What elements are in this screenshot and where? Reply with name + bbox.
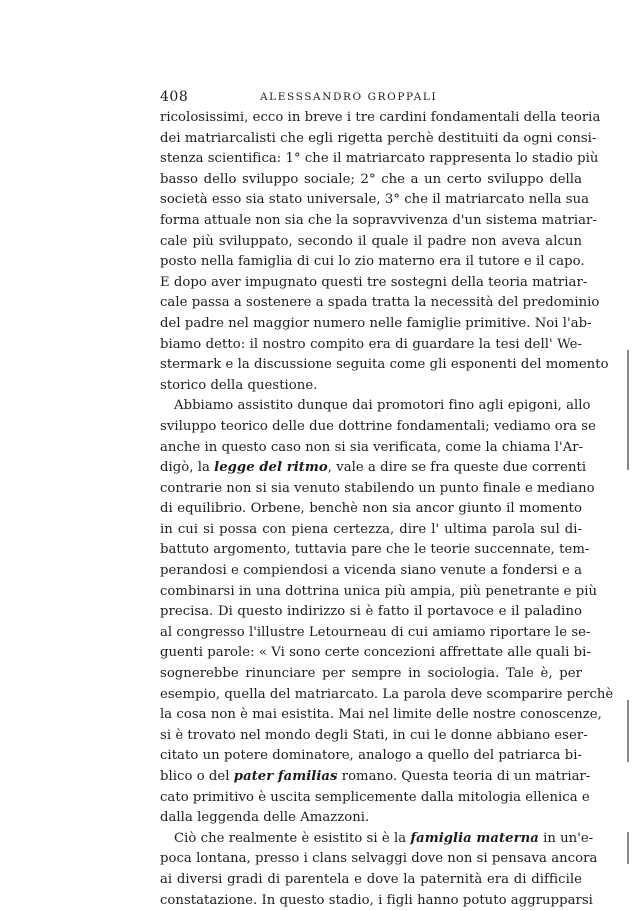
text-run: stenza scientifica: 1° che il matriarcato rappresenta lo stadio più <box>160 151 599 167</box>
text-run: si è trovato nel mondo degli Stati, in cui le donne abbiano eser- <box>160 727 588 743</box>
scan-margin-mark <box>627 832 629 864</box>
text-run: combinarsi in una dottrina unica più ampia, più penetrante e più <box>160 583 598 599</box>
text-run: posto nella famiglia di cui lo zio materno era il tutore e il capo. <box>160 254 585 270</box>
body-text <box>160 108 614 911</box>
text-run: del padre nel maggior numero nelle famiglie primitive. Noi l'ab- <box>160 315 592 331</box>
text-line <box>160 808 582 829</box>
running-head: ALESSSANDRO GROPPALI <box>260 91 438 103</box>
text-run: ai diversi gradi di parentela e dove la paternità era di difficile <box>160 871 582 887</box>
text-line <box>160 293 600 314</box>
text-run: in cui si possa con piena certezza, dire l' ultima parola sul di- <box>160 521 582 537</box>
text-line <box>160 767 591 788</box>
text-run: constatazione. In questo stadio, i figli hanno potuto aggrupparsi <box>160 892 593 908</box>
text-line <box>160 499 582 520</box>
text-run: biamo detto: il nostro compito era di guardare la tesi dell' We- <box>160 336 582 352</box>
text-line <box>160 582 598 603</box>
text-line <box>160 520 582 541</box>
text-run: sognerebbe rinunciare per sempre in sociologia. Tale è, per <box>160 666 582 682</box>
text-line <box>160 376 582 397</box>
text-line <box>160 479 595 500</box>
text-run: in un'e- <box>538 830 594 846</box>
text-line <box>160 849 598 870</box>
text-line <box>160 540 590 561</box>
text-run: ricolosissimi, ecco in breve i tre cardini fondamentali della teoria <box>160 110 601 125</box>
text-line <box>160 396 591 417</box>
text-run: storico della questione. <box>160 377 318 393</box>
text-run: la cosa non è mai esistita. Mai nel limite delle nostre conoscenze, <box>160 707 602 723</box>
scan-margin-mark <box>627 700 629 762</box>
text-line <box>160 561 582 582</box>
text-run: contrarie non si sia venuto stabilendo un punto finale e mediano <box>160 480 595 496</box>
text-line <box>160 314 592 335</box>
text-run: digò, la <box>160 460 215 476</box>
text-line <box>160 788 590 809</box>
text-run: poca lontana, presso i clans selvaggi dove non si pensava ancora <box>160 851 598 867</box>
italic-phrase: legge del ritmo <box>214 460 328 476</box>
text-line <box>160 232 582 253</box>
text-line <box>160 685 614 706</box>
text-run: cale passa a sostenere a spada tratta la necessità del predominio <box>160 295 600 311</box>
text-line <box>160 108 601 129</box>
text-run: citato un potere dominatore, analogo a quello del patriarca bi- <box>160 748 582 764</box>
text-run: forma attuale non sia che la sopravvivenza d'un sistema matriar- <box>160 212 597 228</box>
text-run: di equilibrio. Orbene, benchè non sia ancor giunto il momento <box>160 501 582 517</box>
text-line <box>160 149 599 170</box>
page-number: 408 <box>160 89 189 105</box>
text-line <box>160 458 587 479</box>
text-line <box>160 355 609 376</box>
text-run: E dopo aver impugnato questi tre sostegni della teoria matriar- <box>160 274 588 290</box>
text-run: , vale a dire se fra queste due correnti <box>327 460 587 476</box>
text-line <box>160 602 582 623</box>
text-run: dei matriarcalisti che egli rigetta perchè destituiti da ogni consi- <box>160 130 597 146</box>
text-run: romano. Questa teoria di un matriar- <box>337 769 591 784</box>
text-run: sviluppo teorico delle due dottrine fondamentali; vediamo ora se <box>160 418 596 434</box>
text-run: guenti parole: « Vi sono certe concezioni affrettate alle quali bi- <box>160 645 591 661</box>
text-line <box>160 664 582 685</box>
italic-phrase: famiglia materna <box>410 830 539 846</box>
italic-phrase: pater familias <box>233 769 338 784</box>
text-run: dalla leggenda delle Amazzoni. <box>160 810 370 826</box>
text-line <box>160 417 596 438</box>
text-line <box>160 643 591 664</box>
text-line <box>160 870 582 891</box>
text-line <box>160 211 597 232</box>
text-run: Abbiamo assistito dunque dai promotori fino agli epigoni, allo <box>174 398 591 414</box>
text-run: cale più sviluppato, secondo il quale il padre non aveva alcun <box>160 233 582 249</box>
text-line <box>160 623 591 644</box>
text-line <box>160 438 582 459</box>
text-run: esempio, quella del matriarcato. La parola deve scomparire perchè <box>160 686 614 702</box>
text-run: anche in questo caso non si sia verificata, come la chiama l'Ar- <box>160 439 584 455</box>
text-run: cato primitivo è uscita semplicemente dalla mitologia ellenica e <box>160 789 590 805</box>
text-run: Ciò che realmente è esistito si è la <box>174 830 411 846</box>
text-run: blico o del <box>160 769 234 784</box>
text-run: battuto argomento, tuttavia pare che le teorie succennate, tem- <box>160 542 590 558</box>
text-line <box>160 746 582 767</box>
text-run: basso dello sviluppo sociale; 2° che a un certo sviluppo della <box>160 171 582 187</box>
text-line <box>160 273 588 294</box>
text-line <box>160 891 593 911</box>
text-run: perandosi e compiendosi a vicenda siano venute a fondersi e a <box>160 563 582 579</box>
text-line <box>160 726 588 747</box>
text-line <box>160 705 602 726</box>
text-line <box>160 170 582 191</box>
text-run: precisa. Di questo indirizzo si è fatto il portavoce e il paladino <box>160 604 582 620</box>
text-line <box>160 829 594 850</box>
text-run: stermark e la discussione seguita come gli esponenti del momento <box>160 357 609 373</box>
text-line <box>160 129 597 150</box>
text-run: al congresso l'illustre Letourneau di cui amiamo riportare le se- <box>160 624 591 640</box>
text-line <box>160 190 590 211</box>
text-line <box>160 335 582 356</box>
text-run: società esso sia stato universale, 3° che il matriarcato nella sua <box>160 192 590 208</box>
text-line <box>160 252 585 273</box>
scan-margin-mark <box>627 350 629 470</box>
page-header <box>160 89 580 109</box>
